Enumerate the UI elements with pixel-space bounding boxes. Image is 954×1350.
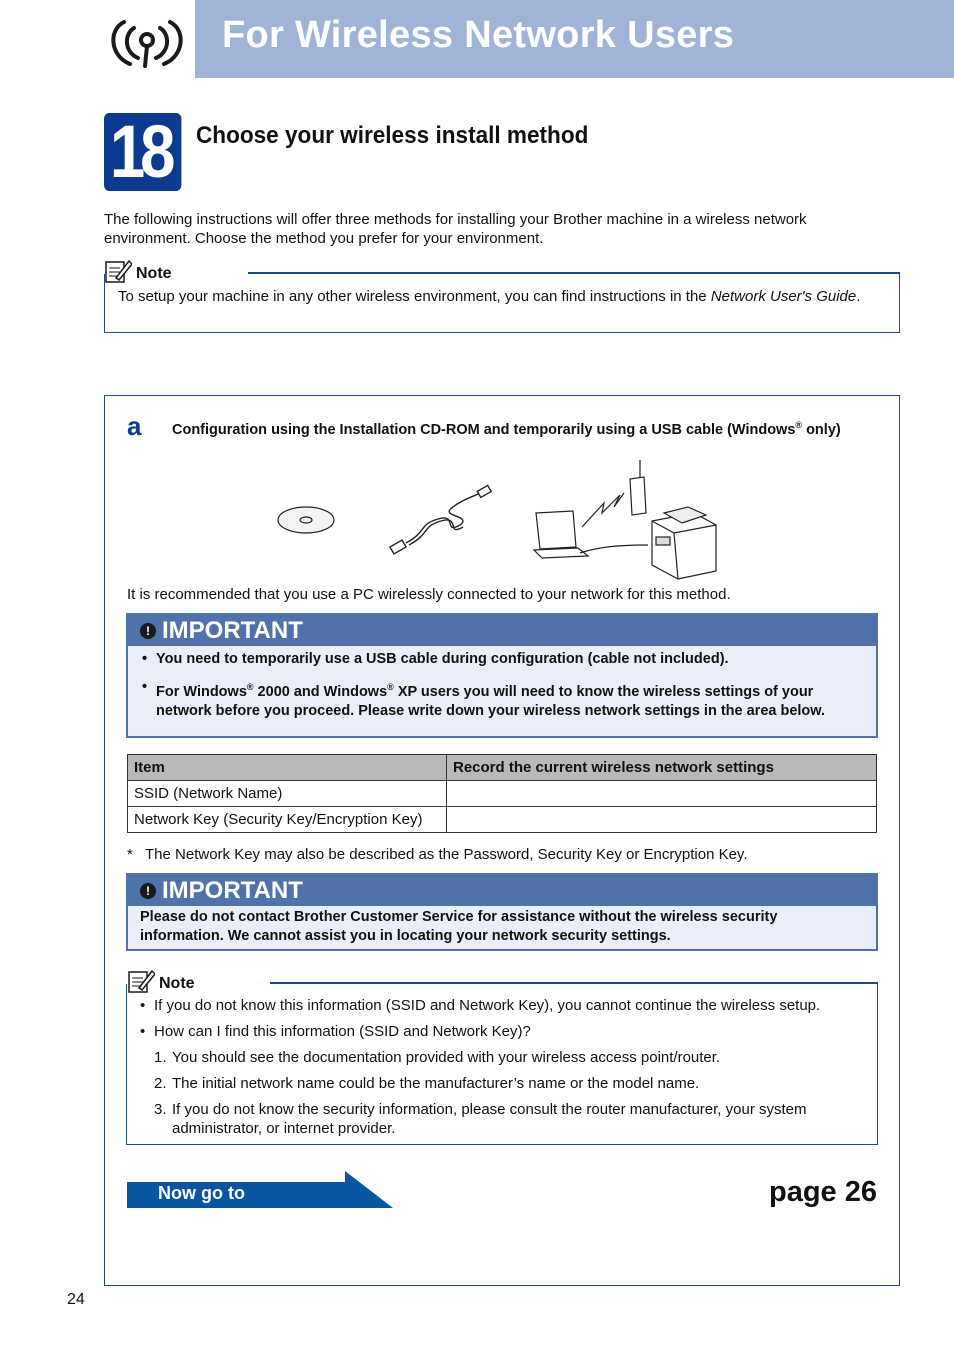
important-header bbox=[128, 875, 876, 906]
note-body bbox=[140, 996, 870, 1145]
wireless-router-icon bbox=[630, 460, 646, 515]
wireless-signal-icon bbox=[100, 10, 186, 70]
intro-paragraph: The following instructions will offer three methods for installing your Brother machine in a wireless network environment. Choose the method you prefer for your environment. bbox=[104, 211, 807, 247]
table-cell-item: Network Key (Security Key/Encryption Key) bbox=[128, 807, 447, 833]
step-number-badge: 18 bbox=[104, 113, 181, 191]
item-letter: a bbox=[127, 411, 142, 441]
table-cell-record bbox=[447, 781, 877, 807]
important-label: IMPORTANT bbox=[162, 616, 303, 644]
setup-illustration bbox=[268, 455, 728, 583]
table-cell-item: SSID (Network Name) bbox=[128, 781, 447, 807]
note-step: 1. You should see the documentation provided with your wireless access point/router. bbox=[154, 1049, 721, 1066]
column-header-record: Record the current wireless network settings bbox=[447, 755, 877, 781]
recommendation-text: It is recommended that you use a PC wirelessly connected to your network for this method. bbox=[127, 586, 731, 603]
lightning-icon bbox=[582, 493, 624, 527]
important-bullet: • For Windows® 2000 and Windows® XP users you will need to know the wireless settings of your network before you proceed. Please write down your wireless network settings in the area below. bbox=[140, 678, 864, 721]
note-bullet: • If you do not know this information (SSID and Network Key), you cannot continue the wireless setup. bbox=[140, 996, 870, 1015]
important-box bbox=[126, 613, 878, 738]
important-text: Please do not contact Brother Customer Service for assistance without the wireless security information. We cannot assist you in locating your network security settings. bbox=[140, 909, 778, 944]
usb-cable-icon bbox=[390, 485, 491, 554]
footnote: * The Network Key may also be described as the Password, Security Key or Encryption Key. bbox=[127, 846, 748, 863]
item-heading: Configuration using the Installation CD-ROM and temporarily using a USB cable (Windows® only) bbox=[172, 420, 841, 438]
exclamation-icon: ! bbox=[140, 623, 156, 639]
settings-table bbox=[127, 754, 877, 833]
table-header-row bbox=[128, 755, 877, 781]
note-label: Note bbox=[159, 975, 195, 992]
note-step: 2. The initial network name could be the manufacturer’s name or the model name. bbox=[154, 1075, 700, 1092]
table-row bbox=[128, 781, 877, 807]
page-title: For Wireless Network Users bbox=[222, 14, 735, 56]
exclamation-icon: ! bbox=[140, 883, 156, 899]
note-bullet: • How can I find this information (SSID and Network Key)? bbox=[140, 1022, 870, 1041]
page-reference-link[interactable]: page 26 bbox=[769, 1176, 877, 1208]
laptop-icon bbox=[534, 511, 588, 558]
note-text: To setup your machine in any other wireless environment, you can find instructions in the Network User's Guide. bbox=[118, 288, 861, 305]
important-label: IMPORTANT bbox=[162, 876, 303, 904]
note-step: 3. If you do not know the security information, please consult the router manufacturer, your system administrator, or internet provider. bbox=[154, 1101, 807, 1137]
table-row bbox=[128, 807, 877, 833]
printer-icon bbox=[652, 507, 716, 579]
table-cell-record bbox=[447, 807, 877, 833]
cd-rom-icon bbox=[278, 507, 334, 533]
now-go-to-label: Now go to bbox=[158, 1183, 245, 1203]
important-box bbox=[126, 873, 878, 951]
page-number: 24 bbox=[67, 1291, 85, 1308]
note-label: Note bbox=[136, 265, 172, 282]
column-header-item: Item bbox=[128, 755, 447, 781]
important-header bbox=[128, 615, 876, 646]
important-bullet: • You need to temporarily use a USB cable during configuration (cable not included). bbox=[140, 650, 864, 669]
step-title: Choose your wireless install method bbox=[196, 122, 589, 149]
